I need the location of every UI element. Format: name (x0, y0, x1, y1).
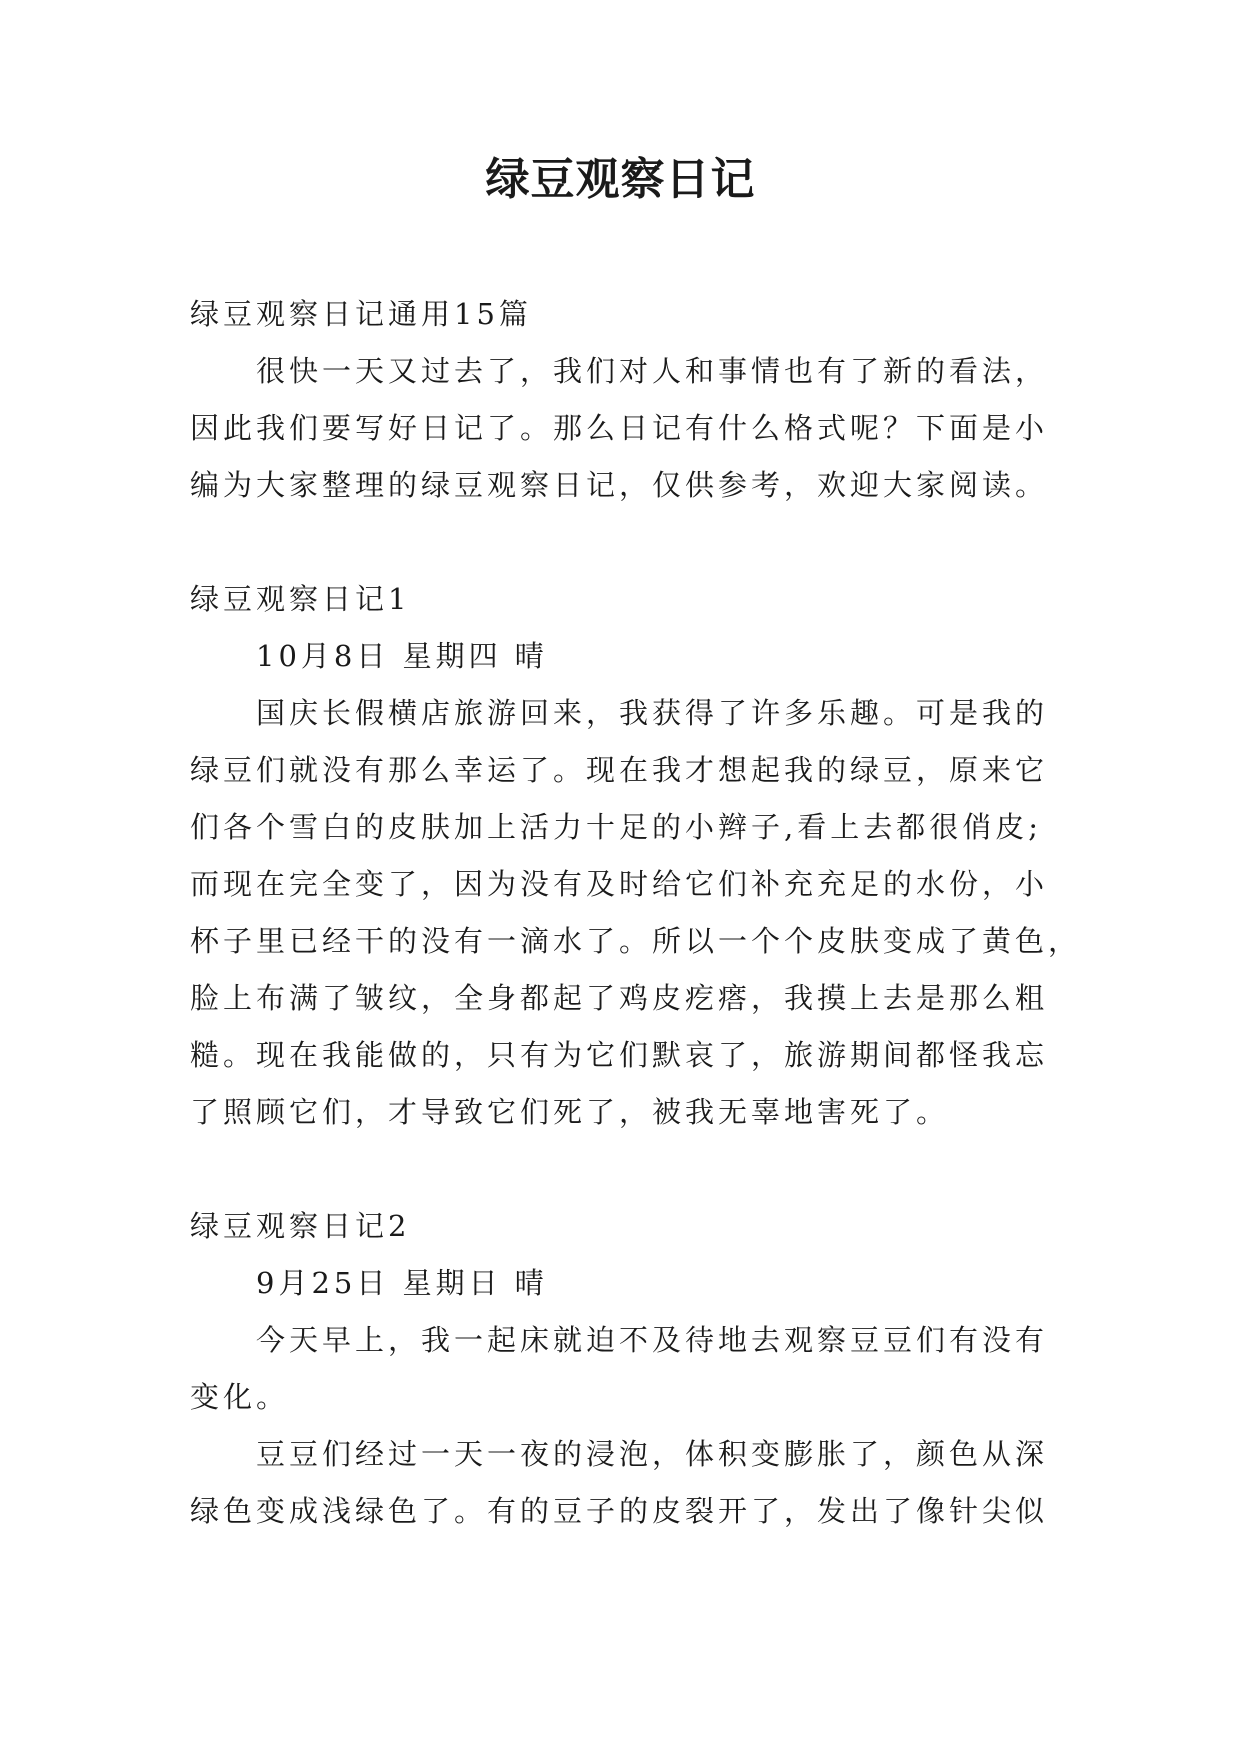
entry2-date: 9月25日 星期日 晴 (256, 1266, 548, 1300)
entry1-date: 10月8日 星期四 晴 (256, 639, 548, 673)
entry1-line: 国庆长假横店旅游回来，我获得了许多乐趣。可是我的 (256, 696, 1049, 730)
intro-line: 很快一天又过去了，我们对人和事情也有了新的看法， (256, 354, 1049, 388)
entry1-line: 绿豆们就没有那么幸运了。现在我才想起我的绿豆，原来它 (190, 753, 1049, 787)
entry1-line: 们各个雪白的皮肤加上活力十足的小辫子,看上去都很俏皮; (190, 810, 1042, 844)
entry2-line: 豆豆们经过一天一夜的浸泡，体积变膨胀了，颜色从深 (256, 1437, 1049, 1471)
entry2-heading: 绿豆观察日记2 (190, 1209, 411, 1243)
entry2-line: 绿色变成浅绿色了。有的豆子的皮裂开了，发出了像针尖似 (190, 1494, 1049, 1528)
entry1-line: 杯子里已经干的没有一滴水了。所以一个个皮肤变成了黄色， (190, 924, 1082, 958)
document-body (190, 286, 1082, 1540)
entry1-heading: 绿豆观察日记1 (190, 582, 411, 616)
entry1-line: 糙。现在我能做的，只有为它们默哀了，旅游期间都怪我忘 (190, 1038, 1049, 1072)
intro-line: 编为大家整理的绿豆观察日记，仅供参考，欢迎大家阅读。 (190, 468, 1049, 502)
document-title: 绿豆观察日记 (485, 154, 756, 205)
entry2-line: 今天早上，我一起床就迫不及待地去观察豆豆们有没有 (256, 1323, 1049, 1357)
entry1-line: 了照顾它们，才导致它们死了，被我无辜地害死了。 (190, 1095, 950, 1129)
entry1-line: 而现在完全变了，因为没有及时给它们补充充足的水份，小 (190, 867, 1049, 901)
entry2-line: 变化。 (190, 1380, 290, 1414)
subtitle: 绿豆观察日记通用15篇 (190, 297, 532, 331)
entry1-line: 脸上布满了皱纹，全身都起了鸡皮疙瘩，我摸上去是那么粗 (190, 981, 1049, 1015)
spacer (190, 1141, 1070, 1198)
intro-line: 因此我们要写好日记了。那么日记有什么格式呢？下面是小 (190, 411, 1049, 445)
spacer (190, 514, 1070, 571)
